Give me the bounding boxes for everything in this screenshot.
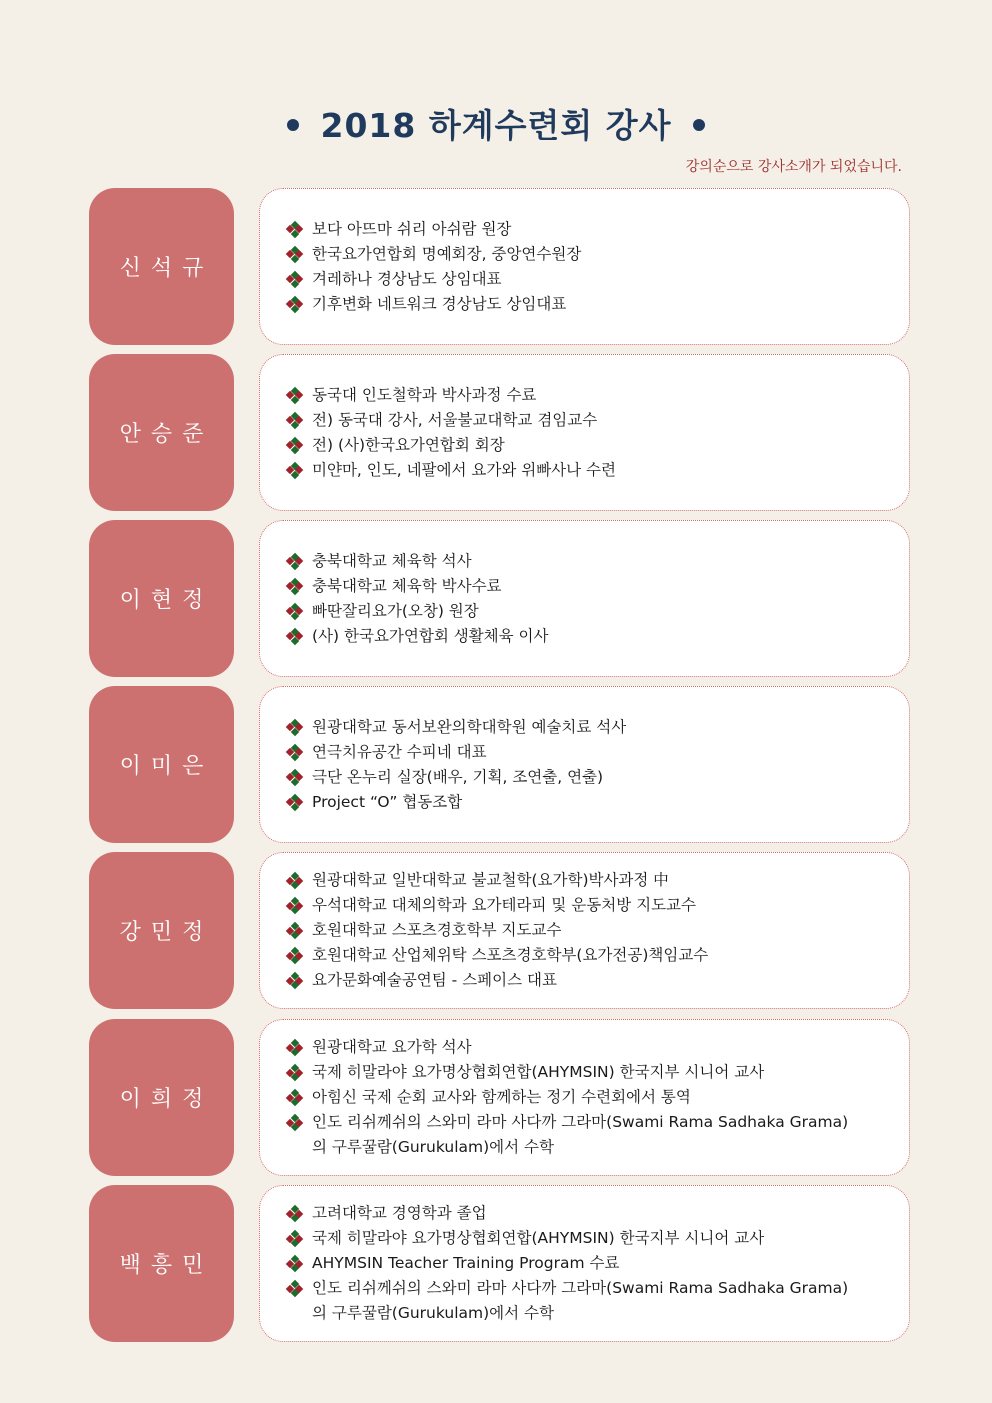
list-item-text: Project “O” 협동조합 [312, 792, 463, 811]
lecturer-career-list [287, 1035, 909, 1160]
list-item-text: 충북대학교 체육학 박사수료 [312, 576, 502, 595]
diamond-bullet-icon [287, 898, 302, 913]
list-item-text: 충북대학교 체육학 석사 [312, 551, 472, 570]
list-item [287, 968, 909, 993]
lecturer-info-box [259, 188, 910, 345]
lecturer-name-box [89, 188, 234, 345]
diamond-bullet-icon [287, 463, 302, 478]
list-item [287, 1201, 909, 1226]
lecturer-name-box [89, 852, 234, 1009]
lecturer-career-list [287, 868, 909, 993]
diamond-bullet-icon [287, 579, 302, 594]
lecturer-name: 강민정 [119, 920, 214, 945]
lecturer-info-box [259, 354, 910, 511]
page-subtitle: 강의순으로 강사소개가 되었습니다. [685, 159, 902, 175]
list-item [287, 599, 909, 624]
list-item [287, 765, 909, 790]
bullet-right-icon [693, 119, 705, 131]
lecturer-name: 신석규 [119, 256, 214, 281]
lecturer-name: 이현정 [119, 588, 214, 613]
bullet-left-icon [287, 119, 299, 131]
list-item-text: 국제 히말라야 요가명상협회연합(AHYMSIN) 한국지부 시니어 교사 [312, 1063, 765, 1081]
list-item [287, 1226, 909, 1251]
list-item [287, 1035, 909, 1060]
list-item-text: 빠딴잘리요가(오창) 원장 [312, 601, 479, 620]
diamond-bullet-icon [287, 438, 302, 453]
list-item [287, 242, 909, 267]
diamond-bullet-icon [287, 973, 302, 988]
lecturer-name-box [89, 1185, 234, 1342]
list-item [287, 408, 909, 433]
lecturer-career-list [287, 383, 909, 483]
list-item-text: 원광대학교 일반대학교 불교철학(요가학)박사과정 中 [312, 871, 669, 889]
list-item [287, 1085, 909, 1110]
list-item [287, 458, 909, 483]
lecturer-name: 안승준 [119, 422, 214, 447]
list-item-text: 연극치유공간 수피네 대표 [312, 742, 487, 761]
list-item-text: 요가문화예술공연팀 - 스페이스 대표 [312, 971, 557, 989]
list-item-text: 호원대학교 산업체위탁 스포츠경호학부(요가전공)책임교수 [312, 946, 709, 964]
list-item-text: 보다 아뜨마 쉬리 아쉬람 원장 [312, 219, 512, 238]
list-item-text: 기후변화 네트워크 경상남도 상임대표 [312, 294, 567, 313]
list-item [287, 549, 909, 574]
list-item [287, 918, 909, 943]
list-item-text: 인도 리쉬께쉬의 스와미 라마 사다까 그라마(Swami Rama Sadhaka Grama)의 구루꿀람(Gurukulam)에서 수학 [312, 1279, 849, 1322]
list-item-text: (사) 한국요가연합회 생활체육 이사 [312, 626, 549, 645]
list-item [287, 893, 909, 918]
lecturer-info-box [259, 852, 910, 1009]
lecturer-info-box [259, 520, 910, 677]
list-item-text: 원광대학교 요가학 석사 [312, 1038, 472, 1056]
list-item-text: 아힘신 국제 순회 교사와 함께하는 정기 수련회에서 통역 [312, 1088, 691, 1106]
lecturer-info-box [259, 686, 910, 843]
list-item [287, 624, 909, 649]
list-item [287, 1251, 909, 1276]
page-title-text: 2018 하계수련회 강사 [320, 106, 672, 145]
diamond-bullet-icon [287, 720, 302, 735]
list-item [287, 383, 909, 408]
diamond-bullet-icon [287, 272, 302, 287]
diamond-bullet-icon [287, 1231, 302, 1246]
diamond-bullet-icon [287, 247, 302, 262]
lecturer-career-list [287, 1201, 909, 1326]
diamond-bullet-icon [287, 629, 302, 644]
list-item-text: 한국요가연합회 명예회장, 중앙연수원장 [312, 244, 582, 263]
diamond-bullet-icon [287, 1040, 302, 1055]
lecturer-name-box [89, 1019, 234, 1176]
list-item-text: 극단 온누리 실장(배우, 기획, 조연출, 연출) [312, 767, 604, 786]
diamond-bullet-icon [287, 948, 302, 963]
list-item-text: 동국대 인도철학과 박사과정 수료 [312, 385, 537, 404]
diamond-bullet-icon [287, 413, 302, 428]
list-item [287, 868, 909, 893]
list-item [287, 267, 909, 292]
diamond-bullet-icon [287, 1115, 302, 1130]
diamond-bullet-icon [287, 1065, 302, 1080]
lecturer-info-box [259, 1185, 910, 1342]
lecturer-name: 이미은 [119, 754, 214, 779]
page-title [0, 100, 992, 147]
diamond-bullet-icon [287, 1090, 302, 1105]
lecturer-name-box [89, 520, 234, 677]
list-item-text: 전) 동국대 강사, 서울불교대학교 겸임교수 [312, 410, 598, 429]
lecturer-name: 백흥민 [119, 1253, 214, 1278]
diamond-bullet-icon [287, 1281, 302, 1296]
diamond-bullet-icon [287, 222, 302, 237]
list-item-text: AHYMSIN Teacher Training Program 수료 [312, 1254, 620, 1272]
lecturer-info-box [259, 1019, 910, 1176]
diamond-bullet-icon [287, 1256, 302, 1271]
lecturer-name-box [89, 354, 234, 511]
lecturer-career-list [287, 715, 909, 815]
list-item [287, 790, 909, 815]
lecturer-name: 이희정 [119, 1087, 214, 1112]
list-item [287, 217, 909, 242]
list-item [287, 1060, 909, 1085]
list-item-text: 미얀마, 인도, 네팔에서 요가와 위빠사나 수련 [312, 460, 617, 479]
diamond-bullet-icon [287, 873, 302, 888]
list-item-text: 호원대학교 스포츠경호학부 지도교수 [312, 921, 562, 939]
lecturer-name-box [89, 686, 234, 843]
diamond-bullet-icon [287, 795, 302, 810]
diamond-bullet-icon [287, 1206, 302, 1221]
list-item [287, 715, 909, 740]
list-item-text: 원광대학교 동서보완의학대학원 예술치료 석사 [312, 717, 627, 736]
diamond-bullet-icon [287, 554, 302, 569]
diamond-bullet-icon [287, 388, 302, 403]
diamond-bullet-icon [287, 745, 302, 760]
diamond-bullet-icon [287, 923, 302, 938]
list-item-text: 고려대학교 경영학과 졸업 [312, 1204, 487, 1222]
list-item [287, 574, 909, 599]
list-item-text: 국제 히말라야 요가명상협회연합(AHYMSIN) 한국지부 시니어 교사 [312, 1229, 765, 1247]
list-item-text: 우석대학교 대체의학과 요가테라피 및 운동처방 지도교수 [312, 896, 696, 914]
list-item [287, 740, 909, 765]
lecturer-career-list [287, 549, 909, 649]
diamond-bullet-icon [287, 604, 302, 619]
list-item-text: 인도 리쉬께쉬의 스와미 라마 사다까 그라마(Swami Rama Sadhaka Grama)의 구루꿀람(Gurukulam)에서 수학 [312, 1113, 849, 1156]
list-item-text: 전) (사)한국요가연합회 회장 [312, 435, 505, 454]
list-item [287, 433, 909, 458]
lecturer-career-list [287, 217, 909, 317]
diamond-bullet-icon [287, 770, 302, 785]
list-item [287, 1276, 909, 1326]
list-item [287, 292, 909, 317]
diamond-bullet-icon [287, 297, 302, 312]
list-item [287, 943, 909, 968]
list-item [287, 1110, 909, 1160]
list-item-text: 겨레하나 경상남도 상임대표 [312, 269, 502, 288]
